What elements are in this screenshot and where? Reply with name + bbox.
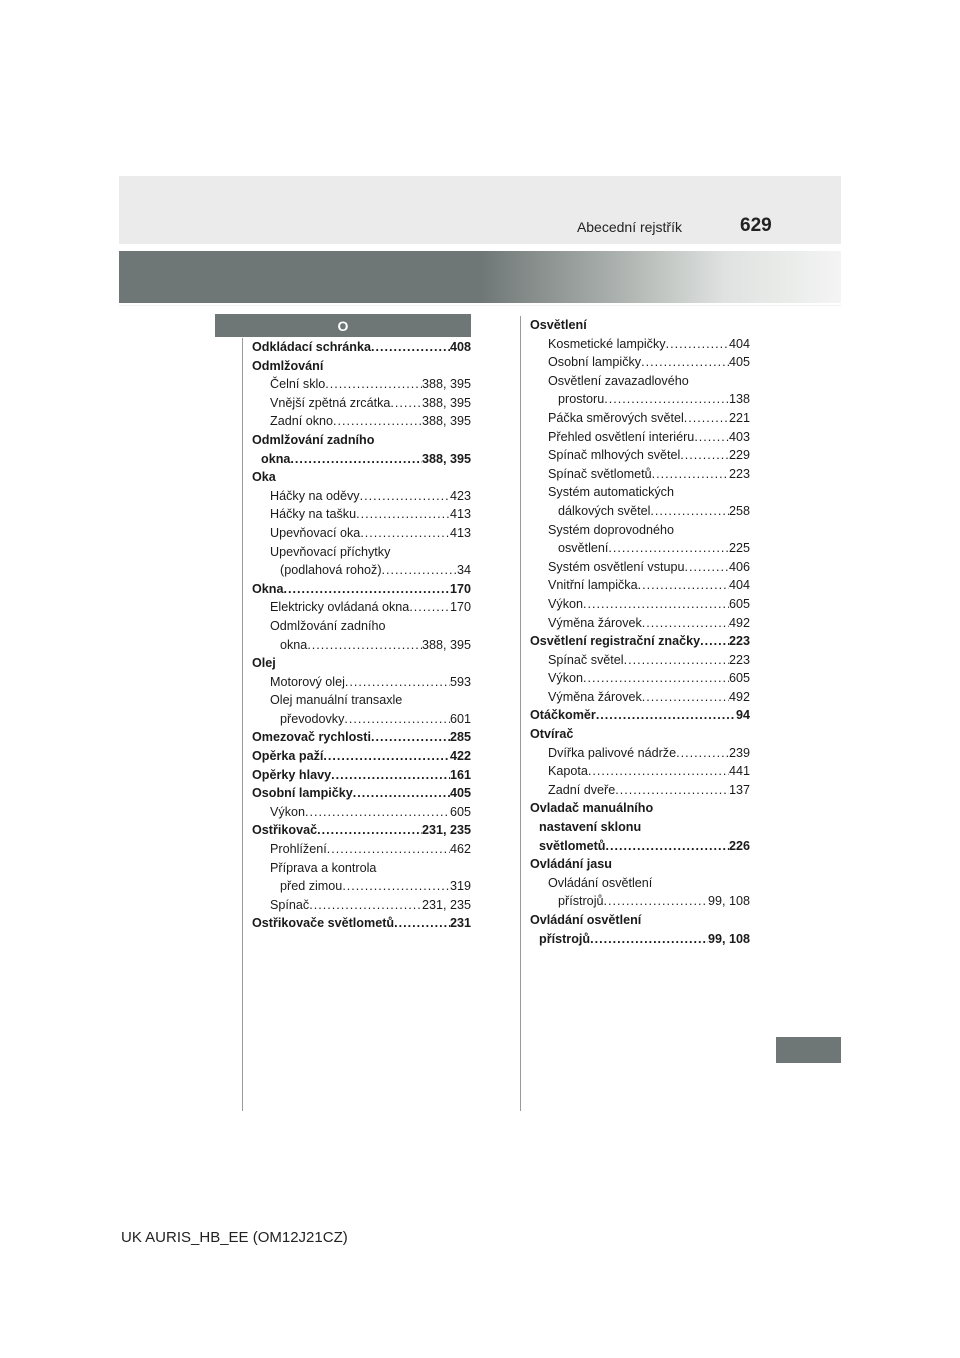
index-entry-page: 170 bbox=[449, 581, 471, 596]
index-entry-text: Upevňovací příchytky bbox=[270, 544, 391, 559]
index-entry bbox=[270, 691, 471, 710]
index-entry-text: Přehled osvětlení interiéru bbox=[548, 429, 695, 444]
index-entry bbox=[548, 558, 750, 577]
index-entry-text: Motorový olej bbox=[270, 674, 345, 689]
index-entry bbox=[530, 632, 750, 651]
index-column-left bbox=[252, 338, 471, 933]
index-entry bbox=[548, 595, 750, 614]
index-entry-text: světlometů bbox=[539, 838, 606, 853]
index-entry bbox=[548, 335, 750, 354]
index-entry-page: 221 bbox=[728, 410, 750, 425]
dot-leader bbox=[382, 561, 457, 580]
index-entry-page: 462 bbox=[449, 842, 471, 857]
index-entry-page: 223 bbox=[728, 466, 750, 481]
letter-tab: O bbox=[215, 314, 471, 337]
dot-leader bbox=[650, 502, 729, 521]
index-entry-text: před zimou bbox=[280, 879, 343, 894]
index-entry-page: 408 bbox=[449, 340, 471, 354]
index-entry-text: okna bbox=[261, 451, 291, 466]
index-entry-page: 99, 108 bbox=[707, 931, 750, 946]
index-entry-text: Olej bbox=[252, 656, 276, 671]
index-entry bbox=[558, 390, 750, 409]
index-entry-page: 170 bbox=[449, 600, 471, 615]
index-entry-page: 404 bbox=[728, 578, 750, 593]
index-entry-text: Výměna žárovek bbox=[548, 689, 642, 704]
index-entry bbox=[252, 747, 471, 766]
index-entry bbox=[548, 688, 750, 707]
index-entry-page: 225 bbox=[728, 541, 750, 556]
index-entry bbox=[270, 375, 471, 394]
index-entry-text: Systém osvětlení vstupu bbox=[548, 559, 685, 574]
index-entry-text: osvětlení bbox=[558, 541, 609, 556]
index-entry-text: Výkon bbox=[548, 596, 584, 611]
dot-leader bbox=[694, 428, 729, 447]
index-entry bbox=[539, 818, 750, 837]
index-entry bbox=[252, 728, 471, 747]
index-entry-text: Spínač světlometů bbox=[548, 466, 652, 481]
index-entry-text: Odkládací schránka bbox=[252, 340, 372, 354]
index-entry bbox=[548, 781, 750, 800]
index-entry-text: Příprava a kontrola bbox=[270, 860, 377, 875]
index-entry-text: Systém automatických bbox=[548, 485, 674, 500]
dot-leader bbox=[680, 446, 729, 465]
dot-leader bbox=[390, 394, 422, 413]
index-entry bbox=[270, 840, 471, 859]
dot-leader bbox=[394, 914, 450, 933]
index-entry-page: 34 bbox=[456, 563, 471, 578]
index-entry-page: 404 bbox=[728, 336, 750, 351]
index-entry-text: převodovky bbox=[280, 711, 345, 726]
column-divider-left bbox=[242, 338, 243, 1111]
index-entry-text: Upevňovací oka bbox=[270, 525, 361, 540]
index-entry-text: Kosmetické lampičky bbox=[548, 336, 666, 351]
dot-leader bbox=[652, 465, 729, 484]
dot-leader bbox=[307, 636, 422, 655]
index-entry-text: Olej manuální transaxle bbox=[270, 693, 403, 708]
index-entry bbox=[548, 409, 750, 428]
index-entry bbox=[252, 821, 471, 840]
dot-leader bbox=[371, 338, 450, 357]
dot-leader bbox=[409, 598, 450, 617]
index-entry-text: (podlahová rohož) bbox=[280, 563, 382, 578]
index-entry-text: Opěrka paží bbox=[252, 749, 324, 764]
index-entry-text: Ovladač manuálního bbox=[530, 801, 654, 816]
index-entry bbox=[548, 669, 750, 688]
index-entry-text: Zadní dveře bbox=[548, 782, 616, 797]
column-divider-middle bbox=[520, 316, 521, 1111]
index-entry bbox=[252, 338, 471, 357]
index-entry bbox=[548, 762, 750, 781]
index-entry-text: okna bbox=[280, 637, 308, 652]
index-entry bbox=[530, 725, 750, 744]
index-entry-page: 239 bbox=[728, 745, 750, 760]
dot-leader bbox=[684, 409, 729, 428]
chapter-side-tab bbox=[776, 1037, 841, 1063]
index-entry bbox=[539, 930, 750, 949]
index-entry-text: Vnější zpětná zrcátka bbox=[270, 395, 391, 410]
index-entry-text: Výměna žárovek bbox=[548, 615, 642, 630]
index-entry-page: 285 bbox=[449, 730, 471, 745]
index-entry-page: 231 bbox=[449, 916, 471, 931]
dot-leader bbox=[290, 450, 422, 469]
index-entry bbox=[270, 412, 471, 431]
index-entry-text: přístrojů bbox=[539, 931, 591, 946]
index-entry bbox=[530, 799, 750, 818]
index-entry-text: Kapota bbox=[548, 764, 588, 779]
index-entry-text: Ostřikovač bbox=[252, 823, 318, 838]
dot-leader bbox=[309, 896, 422, 915]
index-entry-text: Odmlžování bbox=[252, 358, 324, 373]
index-entry-text: Oka bbox=[252, 470, 276, 485]
index-entry-page: 94 bbox=[735, 708, 750, 723]
dot-leader bbox=[333, 412, 422, 431]
index-entry-text: Osobní lampičky bbox=[252, 786, 353, 801]
page-number: 629 bbox=[740, 215, 772, 236]
index-entry bbox=[252, 468, 471, 487]
index-entry bbox=[261, 450, 471, 469]
index-entry bbox=[530, 316, 750, 335]
index-entry-text: Otvírač bbox=[530, 727, 574, 742]
index-entry-page: 388, 395 bbox=[421, 637, 471, 652]
index-column-right bbox=[530, 316, 750, 948]
dot-leader bbox=[642, 688, 729, 707]
dot-leader bbox=[641, 353, 729, 372]
dot-leader bbox=[608, 539, 729, 558]
dot-leader bbox=[323, 747, 450, 766]
index-entry-text: Páčka směrových světel bbox=[548, 410, 684, 425]
index-entry-page: 593 bbox=[449, 674, 471, 689]
index-entry bbox=[558, 502, 750, 521]
dot-leader bbox=[342, 877, 450, 896]
index-entry-page: 231, 235 bbox=[421, 897, 471, 912]
dot-leader bbox=[583, 669, 729, 688]
dot-leader bbox=[371, 728, 450, 747]
index-entry-page: 388, 395 bbox=[421, 395, 471, 410]
index-entry bbox=[530, 855, 750, 874]
dot-leader bbox=[344, 710, 450, 729]
index-entry-page: 138 bbox=[728, 392, 750, 407]
section-title: Abecední rejstřík bbox=[576, 219, 682, 235]
index-entry bbox=[270, 505, 471, 524]
dot-leader bbox=[588, 762, 729, 781]
index-entry-page: 319 bbox=[449, 879, 471, 894]
dot-leader bbox=[615, 781, 729, 800]
index-entry-page: 413 bbox=[449, 525, 471, 540]
dot-leader bbox=[685, 558, 729, 577]
index-entry bbox=[270, 896, 471, 915]
index-entry bbox=[548, 372, 750, 391]
dot-leader bbox=[305, 803, 450, 822]
index-entry bbox=[252, 766, 471, 785]
index-entry-text: Otáčkoměr bbox=[530, 708, 596, 723]
index-entry bbox=[252, 431, 471, 450]
dot-leader bbox=[604, 390, 729, 409]
dot-leader bbox=[590, 930, 708, 949]
dot-leader bbox=[317, 821, 422, 840]
index-entry-page: 422 bbox=[449, 749, 471, 764]
index-entry-page: 388, 395 bbox=[421, 377, 471, 392]
dot-leader bbox=[356, 505, 450, 524]
index-entry bbox=[270, 859, 471, 878]
index-entry-text: Okna bbox=[252, 581, 284, 596]
index-entry bbox=[252, 784, 471, 803]
index-entry-text: Odmlžování zadního bbox=[252, 432, 375, 447]
index-entry-page: 223 bbox=[728, 652, 750, 667]
index-entry bbox=[548, 483, 750, 502]
index-entry-text: Ovládání jasu bbox=[530, 857, 612, 872]
index-entry-text: Čelní sklo bbox=[270, 377, 326, 392]
index-entry-text: Osobní lampičky bbox=[548, 355, 642, 370]
index-entry bbox=[280, 561, 471, 580]
dot-leader bbox=[345, 673, 450, 692]
dot-leader bbox=[360, 524, 450, 543]
index-entry bbox=[252, 654, 471, 673]
dot-leader bbox=[327, 840, 450, 859]
dot-leader bbox=[353, 784, 450, 803]
index-entry-text: Vnitřní lampička bbox=[548, 578, 638, 593]
index-entry-text: Ovládání osvětlení bbox=[548, 875, 653, 890]
index-entry-text: Spínač mlhových světel bbox=[548, 448, 681, 463]
index-entry bbox=[548, 744, 750, 763]
dot-leader bbox=[325, 375, 422, 394]
dot-leader bbox=[606, 837, 729, 856]
index-entry bbox=[270, 617, 471, 636]
index-entry-page: 231, 235 bbox=[421, 823, 471, 838]
index-entry-text: Ostřikovače světlometů bbox=[252, 916, 395, 931]
index-entry bbox=[280, 710, 471, 729]
index-entry bbox=[270, 673, 471, 692]
index-entry-text: Ovládání osvětlení bbox=[530, 913, 642, 927]
index-entry bbox=[530, 706, 750, 725]
index-entry-page: 405 bbox=[449, 786, 471, 801]
dot-leader bbox=[700, 632, 729, 651]
index-entry bbox=[548, 614, 750, 633]
dot-leader bbox=[638, 576, 729, 595]
index-entry bbox=[548, 521, 750, 540]
index-entry bbox=[270, 524, 471, 543]
index-entry-text: Osvětlení registrační značky bbox=[530, 634, 701, 649]
dot-leader bbox=[604, 892, 708, 911]
index-entry bbox=[548, 428, 750, 447]
index-entry-text: Zadní okno bbox=[270, 414, 334, 429]
index-entry bbox=[548, 446, 750, 465]
index-entry-text: Osvětlení zavazadlového bbox=[548, 373, 689, 388]
header-band bbox=[119, 176, 841, 244]
index-entry-text: Prohlížení bbox=[270, 842, 327, 857]
index-entry-text: Odmlžování zadního bbox=[270, 618, 386, 633]
index-entry-page: 492 bbox=[728, 689, 750, 704]
index-entry-text: Háčky na oděvy bbox=[270, 488, 360, 503]
index-entry bbox=[252, 580, 471, 599]
index-entry-page: 601 bbox=[449, 711, 471, 726]
header-gradient-bar bbox=[119, 251, 841, 303]
index-entry bbox=[280, 877, 471, 896]
header-rule bbox=[119, 305, 841, 306]
index-entry-text: Výkon bbox=[270, 804, 306, 819]
index-entry-page: 405 bbox=[728, 355, 750, 370]
index-entry-text: nastavení sklonu bbox=[539, 820, 642, 835]
index-entry-text: Spínač bbox=[270, 897, 310, 912]
index-entry-text: Elektricky ovládaná okna bbox=[270, 600, 410, 615]
dot-leader bbox=[642, 614, 729, 633]
index-entry bbox=[252, 357, 471, 376]
index-entry bbox=[548, 353, 750, 372]
index-entry bbox=[252, 914, 471, 933]
index-entry-page: 441 bbox=[728, 764, 750, 779]
index-entry bbox=[270, 598, 471, 617]
index-entry-text: přístrojů bbox=[558, 894, 604, 909]
dot-leader bbox=[624, 651, 729, 670]
index-entry-page: 229 bbox=[728, 448, 750, 463]
dot-leader bbox=[360, 487, 450, 506]
index-entry-text: Dvířka palivové nádrže bbox=[548, 745, 677, 760]
index-entry bbox=[270, 543, 471, 562]
index-entry-text: dálkových světel bbox=[558, 503, 651, 518]
index-entry bbox=[280, 636, 471, 655]
dot-leader bbox=[676, 744, 729, 763]
index-entry-text: Opěrky hlavy bbox=[252, 767, 332, 782]
index-entry-page: 226 bbox=[728, 838, 750, 853]
dot-leader bbox=[666, 335, 729, 354]
index-entry bbox=[530, 911, 750, 930]
index-entry-text: Výkon bbox=[548, 671, 584, 686]
index-entry-page: 388, 395 bbox=[421, 414, 471, 429]
index-entry-page: 403 bbox=[728, 429, 750, 444]
index-entry-page: 223 bbox=[728, 634, 750, 649]
index-entry-page: 258 bbox=[728, 503, 750, 518]
index-entry-page: 605 bbox=[728, 596, 750, 611]
index-entry-page: 406 bbox=[728, 559, 750, 574]
index-entry-page: 137 bbox=[728, 782, 750, 797]
dot-leader bbox=[596, 706, 736, 725]
index-entry-page: 423 bbox=[449, 488, 471, 503]
index-entry-page: 605 bbox=[728, 671, 750, 686]
index-entry bbox=[270, 803, 471, 822]
index-entry bbox=[548, 874, 750, 893]
index-entry-page: 161 bbox=[449, 767, 471, 782]
index-entry-text: Spínač světel bbox=[548, 652, 624, 667]
index-entry bbox=[548, 576, 750, 595]
index-entry-text: Háčky na tašku bbox=[270, 507, 357, 522]
index-entry bbox=[270, 487, 471, 506]
dot-leader bbox=[583, 595, 729, 614]
footer-code: UK AURIS_HB_EE (OM12J21CZ) bbox=[121, 1229, 348, 1246]
index-entry-text: Osvětlení bbox=[530, 318, 587, 332]
index-entry bbox=[548, 651, 750, 670]
index-entry-text: Systém doprovodného bbox=[548, 522, 675, 537]
index-entry-page: 492 bbox=[728, 615, 750, 630]
index-entry-page: 413 bbox=[449, 507, 471, 522]
index-entry-text: prostoru bbox=[558, 392, 605, 407]
index-entry bbox=[539, 837, 750, 856]
index-entry bbox=[558, 892, 750, 911]
index-entry bbox=[558, 539, 750, 558]
dot-leader bbox=[284, 580, 450, 599]
dot-leader bbox=[331, 766, 450, 785]
index-entry bbox=[270, 394, 471, 413]
index-entry-text: Omezovač rychlosti bbox=[252, 730, 371, 745]
index-entry-page: 388, 395 bbox=[421, 451, 471, 466]
index-entry-page: 605 bbox=[449, 804, 471, 819]
index-entry bbox=[548, 465, 750, 484]
index-entry-page: 99, 108 bbox=[707, 894, 750, 909]
